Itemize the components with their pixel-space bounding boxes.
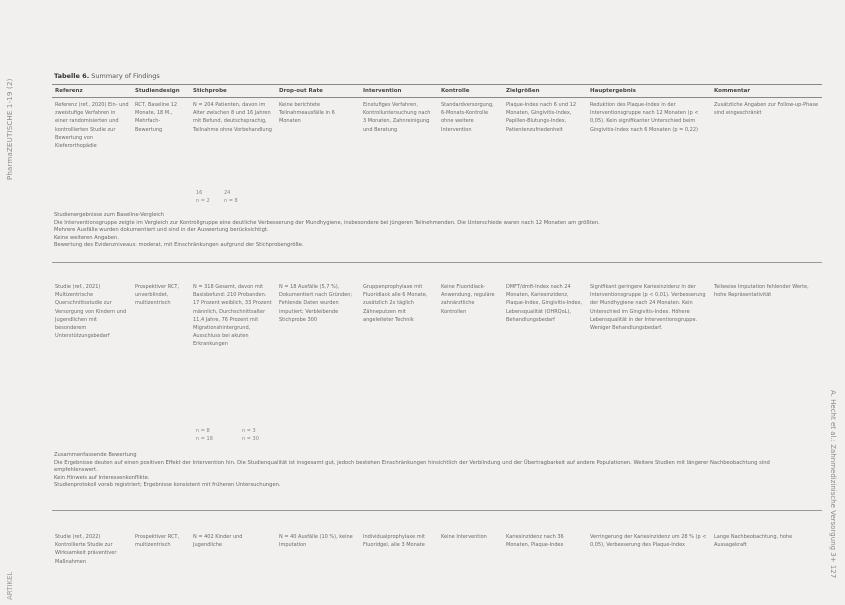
col-header: Hauptergebnis xyxy=(587,85,711,98)
sub-value: n = 8 xyxy=(196,428,210,434)
row-divider xyxy=(52,262,822,263)
table-cell: Studie (ref., 2021) Multizentrische Querschnittsstudie zur Versorgung von Kindern und Jugendlichen mit besonderem Unterstützungsbedarf xyxy=(55,284,127,340)
note-line: Zusammenfassende Bewertung xyxy=(54,452,137,458)
table-cell: Einstufiges Verfahren, Kontrolluntersuchung nach 3 Monaten, Zahnreinigung und Beratung xyxy=(363,102,431,133)
col-header: Stichprobe xyxy=(190,85,276,98)
table-cell: N = 402 Kinder und Jugendliche xyxy=(193,534,243,549)
col-header: Zielgrößen xyxy=(503,85,587,98)
table-cell: Standardversorgung, 6-Monats-Kontrolle ohne weitere Intervention xyxy=(441,102,494,133)
table-cell: N = 40 Ausfälle (10 %), keine Imputation xyxy=(279,534,353,549)
sub-value: 24 xyxy=(224,190,231,196)
table-cell: Zusätzliche Angaben zur Follow-up-Phase sind eingeschränkt xyxy=(714,102,819,117)
sub-value: n = 8 xyxy=(224,198,238,204)
table-cell: N = 204 Patienten, davon im Alter zwischen 8 und 16 Jahren mit Befund, deutschsprachig, Teilnahme ohne Vorbehandlung xyxy=(193,102,272,133)
table-cell: Keine berichtete Teilnahmeausfälle in 6 Monaten xyxy=(279,102,335,125)
col-header: Kontrolle xyxy=(438,85,503,98)
table-cell: DMFT/dmft-Index nach 24 Monaten, Kariesinzidenz, Plaque-Index, Gingivitis-Index, Lebensqualität (OHRQoL), Behandlungsbedarf xyxy=(506,284,583,323)
sub-value: 16 xyxy=(196,190,203,196)
col-header: Intervention xyxy=(360,85,438,98)
table-cell: Teilweise Imputation fehlender Werte, hohe Repräsentativität xyxy=(714,284,809,299)
running-footer-left: ARTIKEL xyxy=(6,571,14,600)
note-line: Bewertung des Evidenzniveaus: moderat, mit Einschränkungen aufgrund der Stichprobengröße. xyxy=(54,242,304,249)
sub-value: n = 2 xyxy=(196,198,210,204)
row-divider xyxy=(52,510,822,511)
table-cell: Keine Intervention xyxy=(441,534,487,540)
findings-table xyxy=(52,84,822,218)
note-line: Mehrere Ausfälle wurden dokumentiert und sind in der Auswertung berücksichtigt. xyxy=(54,227,269,234)
col-header: Drop-out Rate xyxy=(276,85,360,98)
table-cell: RCT, Baseline 12 Monate, 18 M., Mehrfach-Bewertung xyxy=(135,102,178,133)
findings-table-row-2 xyxy=(52,280,822,352)
sub-value: n = 3 xyxy=(242,428,256,434)
table-cell: N = 318 Gesamt, davon mit Basisbefund: 210 Probanden. 17 Prozent weiblich, 33 Prozent männlich, Durchschnittsalter 11,4 Jahre, 76 Prozent mit Migrationshintergrund, Ausschluss bei akuten Erkrankungen xyxy=(193,284,272,348)
note-line: Keine weiteren Angaben. xyxy=(54,234,119,241)
note-line: Studienprotokoll vorab registriert; Ergebnisse konsistent mit früheren Untersuchungen. xyxy=(54,482,281,489)
col-header: Kommentar xyxy=(711,85,822,98)
note-line: Die Ergebnisse deuten auf einen positiven Effekt der Intervention hin. Die Studienqualität ist insgesamt gut, jedoch bestehen Einschränkungen hinsichtlich der Verblindung und der Übertragbarkeit auf andere Populationen. Weitere Studien mit längerer Nachbeobachtung sind empfehlenswert. xyxy=(54,459,770,474)
table-cell: Referenz (ref., 2020) Ein- und zweistufige Verfahren in einer randomisierten und kontrollierten Studie zur Bewertung von Kieferorthopädie xyxy=(55,102,129,150)
table-cell: Studie (ref., 2022) Kontrollierte Studie zur Wirksamkeit präventiver Maßnahmen xyxy=(55,534,117,565)
running-head-left: PharmaZEUTISCHE 1-19 (2) xyxy=(6,78,14,180)
table-cell: Signifikant geringere Kariesinzidenz in der Interventionsgruppe (p < 0,01). Verbesserung der Mundhygiene nach 24 Monaten. Kein Unterschied im Gingivitis-Index. Höhere Lebensqualität in der Interventionsgruppe. Weniger Behandlungsbedarf. xyxy=(590,284,706,332)
table-cell: Gruppenprophylaxe mit Fluoridlack alle 6 Monate, zusätzlich 2x täglich Zähneputzen mit angeleiteter Technik xyxy=(363,284,428,323)
table-cell: Plaque-Index nach 6 und 12 Monaten, Gingivitis-Index, Papillen-Blutungs-Index, Patientenzufriedenheit xyxy=(506,102,577,133)
table-row xyxy=(52,280,822,352)
sub-value: n = 18 xyxy=(196,436,213,442)
table-cell: Verringerung der Kariesinzidenz um 28 % (p < 0,05), Verbesserung des Plaque-Index xyxy=(590,534,707,549)
sub-value: n = 30 xyxy=(242,436,259,442)
table-title: Summary of Findings xyxy=(91,72,160,80)
row-notes xyxy=(54,452,814,490)
table-cell: Prospektiver RCT, multizentrisch xyxy=(135,534,180,549)
table-caption xyxy=(54,72,160,80)
col-header: Referenz xyxy=(52,85,132,98)
note-line: Die Interventionsgruppe zeigte im Vergleich zur Kontrollgruppe eine deutliche Verbesserung der Mundhygiene, insbesondere bei jüngeren Teilnehmenden. Die Unterschiede waren nach 12 Monaten am größten. xyxy=(54,219,600,226)
row-notes xyxy=(54,212,814,250)
table-label: Tabelle 6. xyxy=(54,72,90,80)
note-line: Studienergebnisse zum Baseline-Vergleich xyxy=(54,212,164,218)
table-cell: Individualprophylaxe mit Fluoridgel, alle 3 Monate xyxy=(363,534,425,549)
findings-table-row-3 xyxy=(52,530,822,569)
table-cell: Reduktion des Plaque-Index in der Interventionsgruppe nach 12 Monaten (p < 0,05). Kein signifikanter Unterschied beim Gingivitis-Index nach 6 Monaten (p = 0,22) xyxy=(590,102,699,133)
table-cell: Keine Fluoridlack-Anwendung, reguläre zahnärztliche Kontrollen xyxy=(441,284,495,315)
table-row xyxy=(52,98,822,218)
table-cell: Prospektiver RCT, unverblindet, multizentrisch xyxy=(135,284,180,307)
note-line: Kein Hinweis auf Interessenkonflikte. xyxy=(54,474,150,481)
col-header: Studiendesign xyxy=(132,85,190,98)
table-cell: N = 18 Ausfälle (5,7 %), Dokumentiert nach Gründen; Fehlende Daten wurden imputiert; Verbleibende Stichprobe 300 xyxy=(279,284,353,323)
running-head-right: A. Hecht et al.: Zahnmedizinische Versorgung 3+ 127 xyxy=(829,390,837,579)
table-cell: Kariesinzidenz nach 36 Monaten, Plaque-Index xyxy=(506,534,564,549)
table-cell: Lange Nachbeobachtung, hohe Aussagekraft xyxy=(714,534,793,549)
table-row xyxy=(52,530,822,569)
table-header-row xyxy=(52,85,822,98)
